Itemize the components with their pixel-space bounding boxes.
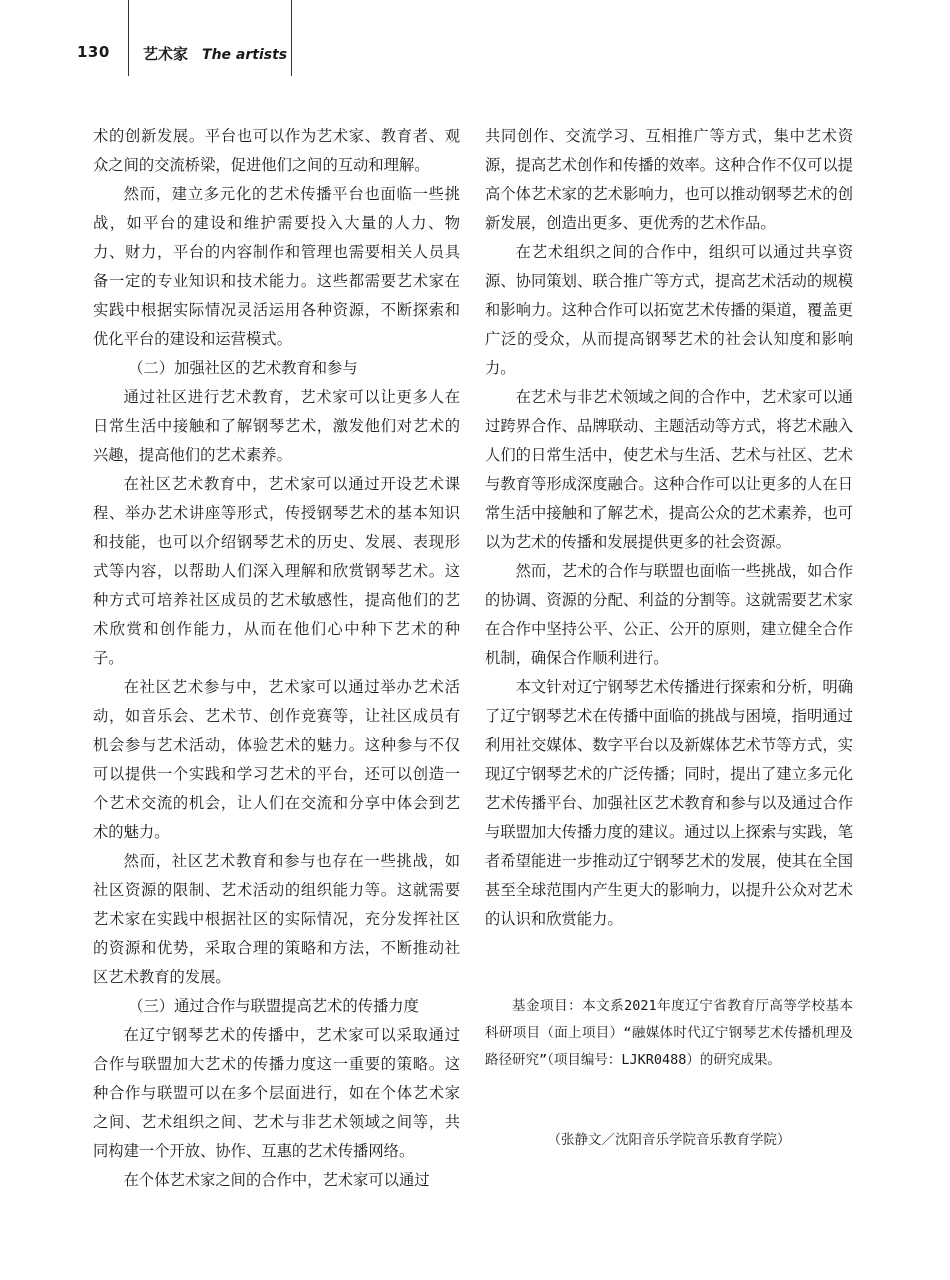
- paragraph: 在社区艺术参与中，艺术家可以通过举办艺术活动，如音乐会、艺术节、创作竞赛等，让社区成员有机会参与艺术活动，体验艺术的魅力。这种参与不仅可以提供一个实践和学习艺术的平台，还可以创造一个艺术交流的机会，让人们在交流和分享中体会到艺术的魅力。: [93, 678, 460, 841]
- page-number: 130: [77, 43, 110, 61]
- journal-title-en: The artists: [202, 47, 288, 63]
- paragraph: 然而，建立多元化的艺术传播平台也面临一些挑战，如平台的建设和维护需要投入大量的人力、物力、财力，平台的内容制作和管理也需要相关人员具备一定的专业知识和技术能力。这些都需要艺术家在实践中根据实际情况灵活运用各种资源，不断探索和优化平台的建设和运营模式。: [93, 185, 460, 348]
- paragraph: 在艺术与非艺术领域之间的合作中，艺术家可以通过跨界合作、品牌联动、主题活动等方式，将艺术融入人们的日常生活中，使艺术与生活、艺术与社区、艺术与教育等形成深度融合。这种合作可以让更多的人在日常生活中接触和了解艺术，提高公众的艺术素养，也可以为艺术的传播和发展提供更多的社会资源。: [485, 388, 853, 551]
- paragraph: 在社区艺术教育中，艺术家可以通过开设艺术课程、举办艺术讲座等形式，传授钢琴艺术的基本知识和技能，也可以介绍钢琴艺术的历史、发展、表现形式等内容，以帮助人们深入理解和欣赏钢琴艺术。这种方式可培养社区成员的艺术敏感性，提高他们的艺术欣赏和创作能力，从而在他们心中种下艺术的种子。: [93, 475, 460, 667]
- fund-note: 基金项目：本文系2021年度辽宁省教育厅高等学校基本科研项目（面上项目）“融媒体时代辽宁钢琴艺术传播机理及路径研究”（项目编号：LJKR0488）的研究成果。: [485, 998, 853, 1068]
- left-column: [93, 122, 460, 1195]
- paragraph: 通过社区进行艺术教育，艺术家可以让更多人在日常生活中接触和了解钢琴艺术，激发他们对艺术的兴趣，提高他们的艺术素养。: [93, 388, 460, 464]
- journal-title: [143, 43, 287, 64]
- paragraph: 本文针对辽宁钢琴艺术传播进行探索和分析，明确了辽宁钢琴艺术在传播中面临的挑战与困境，指明通过利用社交媒体、数字平台以及新媒体艺术节等方式，实现辽宁钢琴艺术的广泛传播；同时，提出了建立多元化艺术传播平台、加强社区艺术教育和参与以及通过合作与联盟加大传播力度的建议。通过以上探索与实践，笔者希望能进一步推动辽宁钢琴艺术的发展，使其在全国甚至全球范围内产生更大的影响力，以提升公众对艺术的认识和欣赏能力。: [485, 678, 853, 928]
- section-heading: （三）通过合作与联盟提高艺术的传播力度: [128, 997, 419, 1015]
- paragraph: 在个体艺术家之间的合作中，艺术家可以通过: [123, 1171, 430, 1189]
- paragraph: 术的创新发展。平台也可以作为艺术家、教育者、观众之间的交流桥梁，促进他们之间的互动和理解。: [93, 127, 460, 174]
- paragraph: 然而，社区艺术教育和参与也存在一些挑战，如社区资源的限制、艺术活动的组织能力等。这就需要艺术家在实践中根据社区的实际情况，充分发挥社区的资源和优势，采取合理的策略和方法，不断推动社区艺术教育的发展。: [93, 852, 460, 986]
- header-divider-left: [128, 0, 129, 76]
- header-divider-right: [291, 0, 292, 76]
- paragraph: 在艺术组织之间的合作中，组织可以通过共享资源、协同策划、联合推广等方式，提高艺术活动的规模和影响力。这种合作可以拓宽艺术传播的渠道，覆盖更广泛的受众，从而提高钢琴艺术的社会认知度和影响力。: [485, 243, 853, 377]
- paragraph: 共同创作、交流学习、互相推广等方式，集中艺术资源，提高艺术创作和传播的效率。这种合作不仅可以提高个体艺术家的艺术影响力，也可以推动钢琴艺术的创新发展，创造出更多、更优秀的艺术作品。: [485, 127, 853, 232]
- right-column: [485, 122, 853, 934]
- author-note: （张静文／沈阳音乐学院音乐教育学院）: [547, 1132, 791, 1148]
- paragraph: 在辽宁钢琴艺术的传播中，艺术家可以采取通过合作与联盟加大艺术的传播力度这一重要的策略。这种合作与联盟可以在多个层面进行，如在个体艺术家之间、艺术组织之间、艺术与非艺术领域之间等，共同构建一个开放、协作、互惠的艺术传播网络。: [93, 1026, 460, 1160]
- paragraph: 然而，艺术的合作与联盟也面临一些挑战，如合作的协调、资源的分配、利益的分割等。这就需要艺术家在合作中坚持公平、公正、公开的原则，建立健全合作机制，确保合作顺利进行。: [485, 562, 853, 667]
- section-heading: （二）加强社区的艺术教育和参与: [128, 359, 358, 377]
- journal-title-cn: 艺术家: [143, 45, 189, 63]
